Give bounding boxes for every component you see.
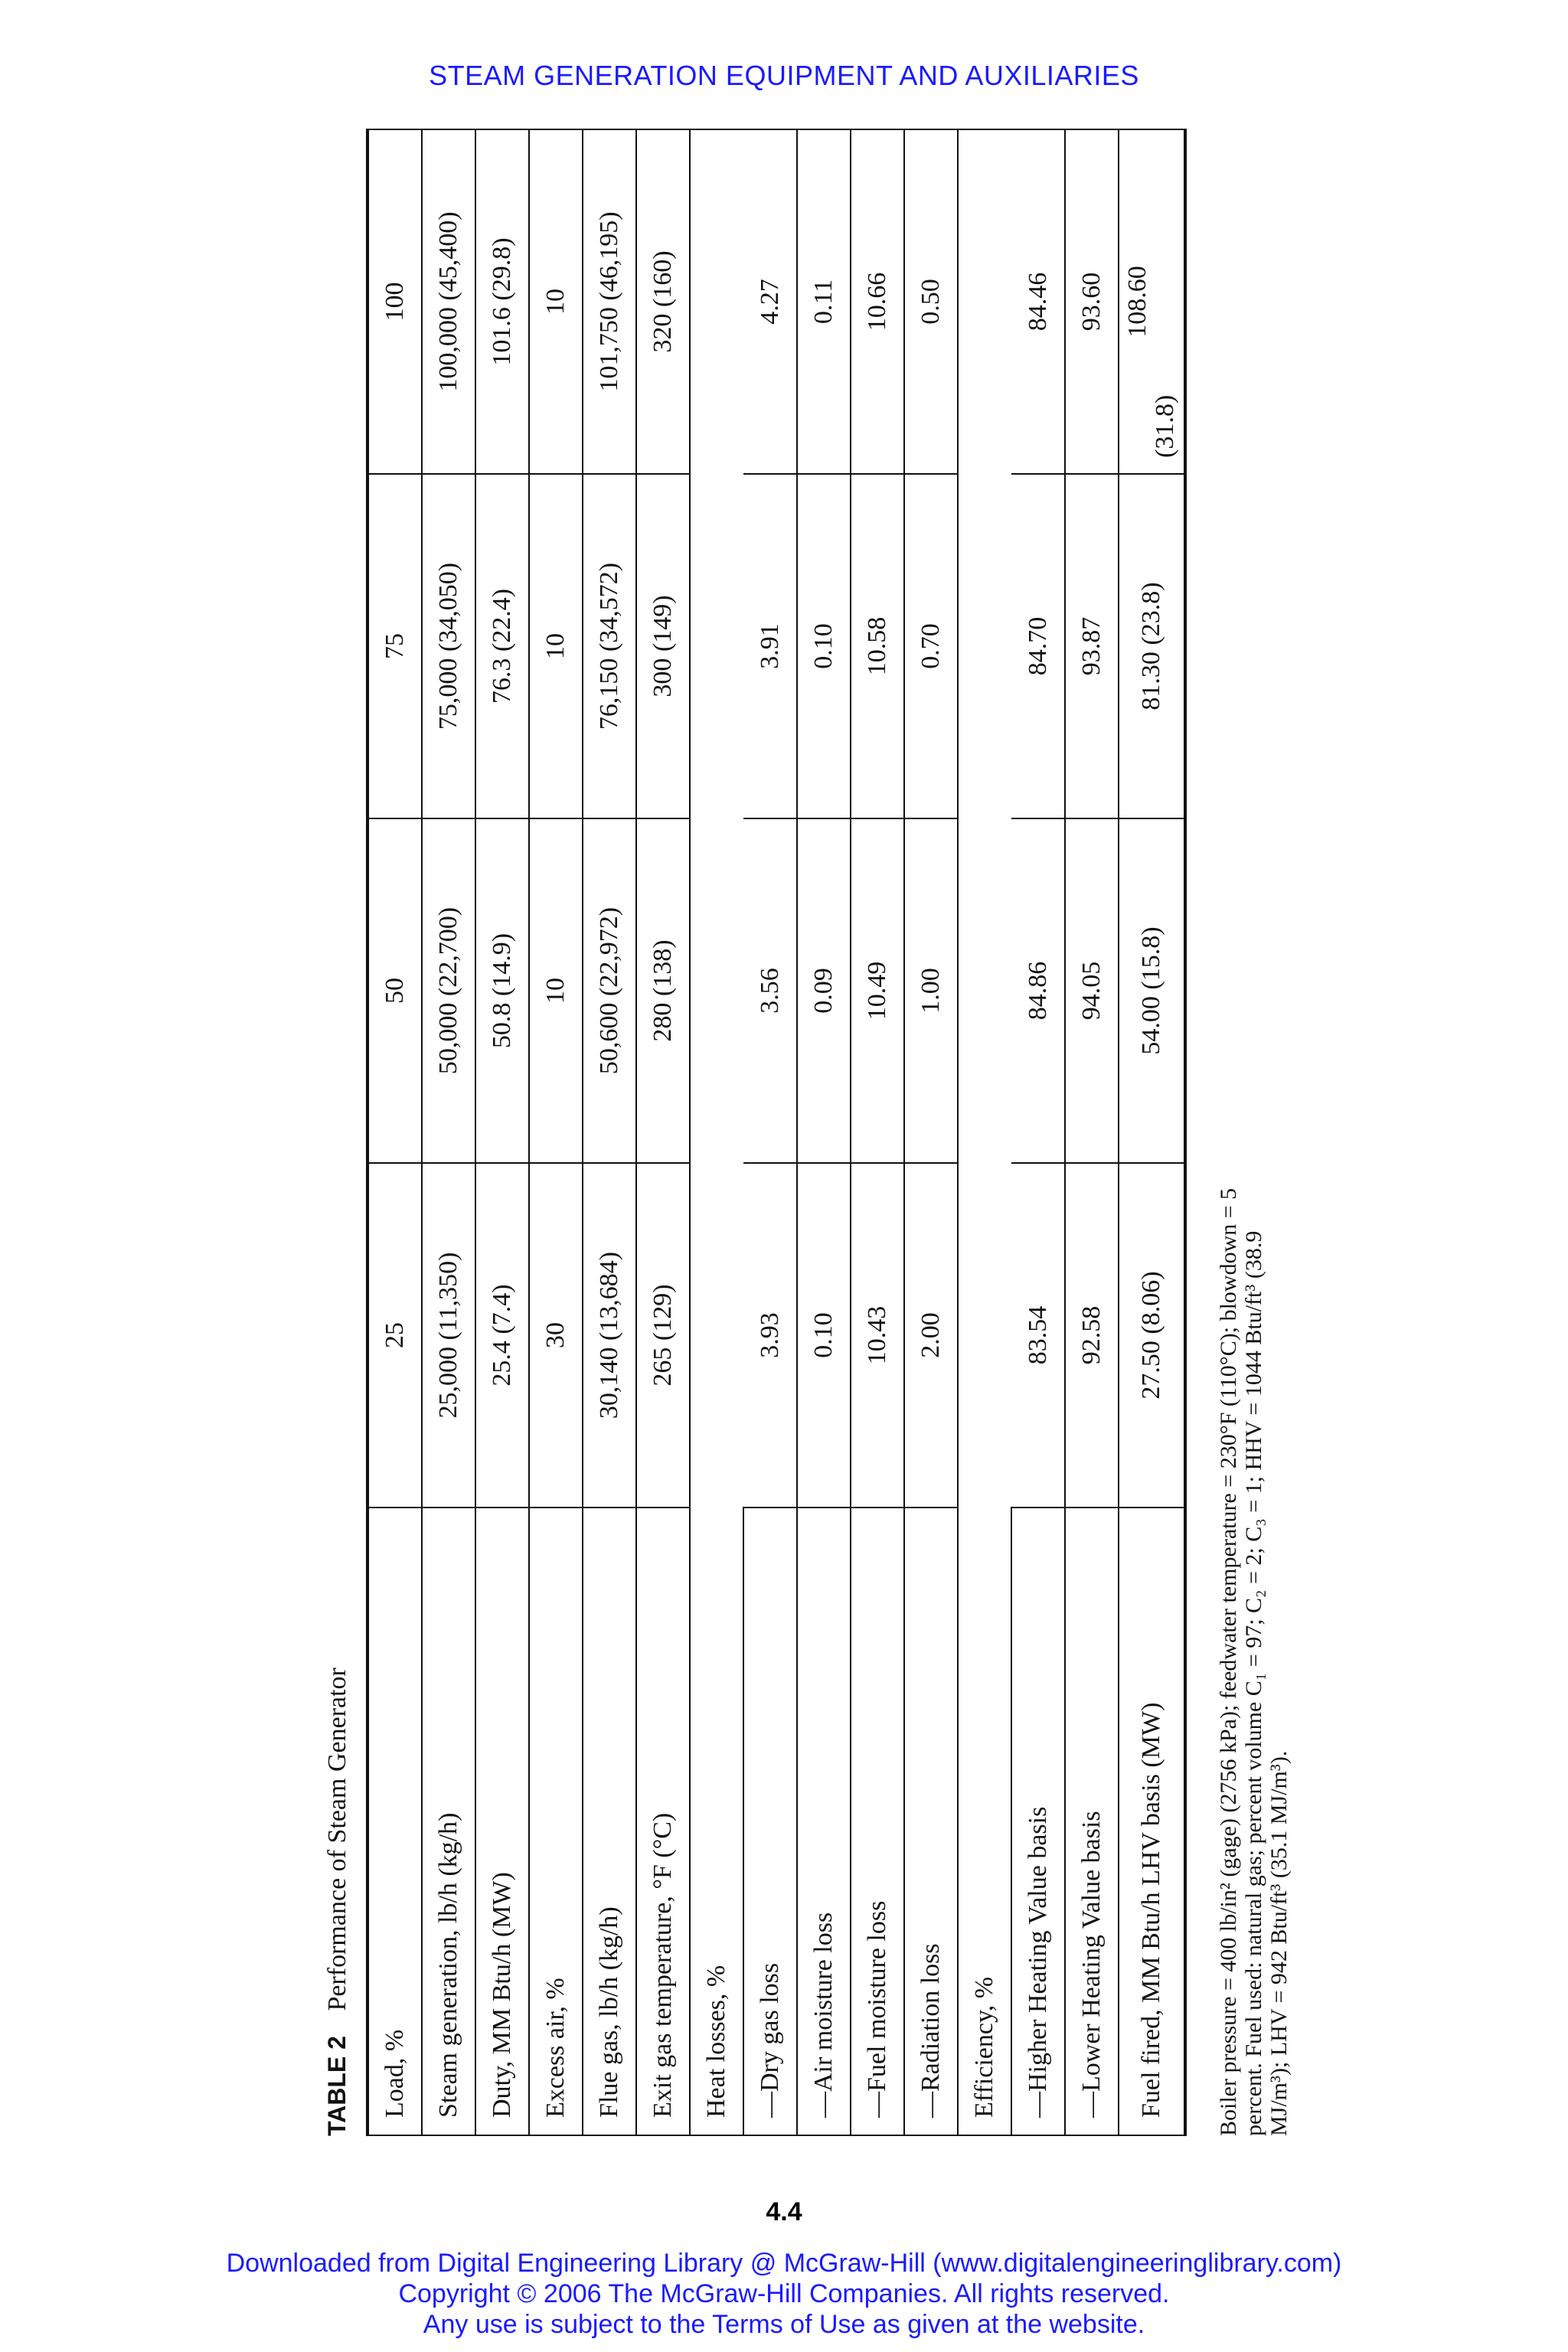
- cell-value: 0.11: [809, 279, 838, 325]
- cell-value: 108.60: [1123, 266, 1152, 338]
- cell-value: 320 (160): [648, 250, 677, 353]
- cell-value: 280 (138): [648, 939, 677, 1042]
- table-cell: [583, 474, 636, 818]
- row-label: Load, %: [368, 1508, 422, 2135]
- table-row: [583, 129, 636, 2135]
- row-label: Efficiency, %: [958, 1508, 1011, 2135]
- table-cell: [851, 1163, 904, 1508]
- cell-value: 10.43: [863, 1305, 891, 1365]
- table-cell: [636, 1163, 690, 1508]
- table-cell: [690, 474, 743, 818]
- cell-value: 27.50 (8.06): [1137, 1271, 1165, 1400]
- cell-value: 100,000 (45,400): [434, 211, 462, 392]
- table-cell: [958, 818, 1011, 1163]
- table-row: [958, 129, 1011, 2135]
- cell-value: 93.87: [1077, 616, 1106, 676]
- table-cell: [1065, 129, 1119, 474]
- table-row: [851, 129, 904, 2135]
- table-row: [904, 129, 958, 2135]
- cell-value: 84.46: [1023, 272, 1052, 332]
- cell-value: 10: [541, 978, 570, 1004]
- table-cell: [636, 818, 690, 1163]
- table-cell: [422, 129, 475, 474]
- table-row: [529, 129, 583, 2135]
- cell-value: 10: [541, 633, 570, 659]
- cell-value: 84.70: [1023, 616, 1052, 676]
- table-cell: [1011, 474, 1065, 818]
- table-cell: [529, 818, 583, 1163]
- cell-value: 76,150 (34,572): [595, 562, 623, 730]
- table-cell: [1065, 1163, 1119, 1508]
- table-cell: [690, 818, 743, 1163]
- cell-value: 50: [381, 978, 409, 1004]
- cell-value: 0.50: [916, 279, 945, 325]
- footer-line-1: Downloaded from Digital Engineering Library @ McGraw-Hill (www.digitalengineeringlibrary.com): [226, 2249, 1342, 2278]
- table-cell: [743, 1163, 797, 1508]
- cell-value: 10.58: [863, 616, 891, 676]
- table-cell: [1065, 474, 1119, 818]
- row-label: —Fuel moisture loss: [851, 1508, 904, 2135]
- cell-value: 30: [541, 1322, 570, 1348]
- table-cell: [904, 474, 958, 818]
- cell-value: 100: [381, 282, 409, 322]
- table-cell: [475, 1163, 529, 1508]
- cell-value: 50,000 (22,700): [434, 906, 462, 1075]
- table-cell: [851, 474, 904, 818]
- cell-value: 30,140 (13,684): [595, 1251, 623, 1419]
- cell-value: 84.86: [1023, 961, 1052, 1021]
- page-number: 4.4: [766, 2197, 802, 2226]
- table-cell: [422, 1163, 475, 1508]
- table-cell: [797, 818, 851, 1163]
- row-label: Fuel fired, MM Btu/h LHV basis (MW): [1119, 1508, 1185, 2135]
- cell-value: 0.10: [809, 1312, 838, 1358]
- table-label: TABLE 2: [323, 2036, 351, 2136]
- table-cell: [475, 129, 529, 474]
- table-cell: [368, 474, 422, 818]
- table-cell: [1119, 474, 1185, 818]
- cell-value: 92.58: [1077, 1305, 1106, 1365]
- cell-value: 2.00: [916, 1312, 945, 1358]
- table-cell: [904, 1163, 958, 1508]
- table-row: [797, 129, 851, 2135]
- cell-value: 75: [381, 633, 409, 659]
- table-cell: [583, 129, 636, 474]
- footer-line-2: Copyright © 2006 The McGraw-Hill Companies. All rights reserved.: [398, 2279, 1170, 2308]
- cell-value: 0.10: [809, 623, 838, 669]
- table-cell: [583, 818, 636, 1163]
- table-cell: [529, 129, 583, 474]
- row-label: —Lower Heating Value basis: [1065, 1508, 1119, 2135]
- table-cell: [1119, 129, 1185, 474]
- download-footer: [0, 2248, 1568, 2340]
- table-cell: [797, 129, 851, 474]
- table-row: [475, 129, 529, 2135]
- table-cell: [743, 129, 797, 474]
- cell-value: 75,000 (34,050): [434, 562, 462, 730]
- table-cell: [1011, 1163, 1065, 1508]
- cell-value: 10: [541, 289, 570, 315]
- cell-value: 4.27: [755, 279, 784, 325]
- cell-value: 76.3 (22.4): [488, 588, 516, 704]
- row-label: Flue gas, lb/h (kg/h): [583, 1508, 636, 2135]
- table-row: [1119, 129, 1185, 2135]
- cell-value: 25: [381, 1322, 409, 1348]
- table-cell: [1011, 129, 1065, 474]
- cell-value-continued: (31.8): [1151, 394, 1179, 458]
- footer-line-3: Any use is subject to the Terms of Use as given at the website.: [423, 2310, 1145, 2339]
- table-cell: [958, 129, 1011, 474]
- table-cell: [583, 1163, 636, 1508]
- table-cell: [529, 1163, 583, 1508]
- table-cell: [797, 1163, 851, 1508]
- table-cell: [1119, 818, 1185, 1163]
- row-label: Excess air, %: [529, 1508, 583, 2135]
- table-cell: [851, 129, 904, 474]
- cell-value: 83.54: [1023, 1305, 1052, 1365]
- cell-value: 10.66: [863, 272, 891, 332]
- table-cell: [1065, 818, 1119, 1163]
- table-cell: [368, 129, 422, 474]
- table-cell: [690, 1163, 743, 1508]
- table-row: [1011, 129, 1065, 2135]
- rotated-table-block: [314, 130, 1294, 2136]
- table-cell: [368, 818, 422, 1163]
- cell-value: 101,750 (46,195): [595, 211, 623, 392]
- cell-value: 81.30 (23.8): [1137, 582, 1165, 710]
- table-row: [422, 129, 475, 2135]
- cell-value: 101.6 (29.8): [488, 237, 516, 366]
- cell-value: 94.05: [1077, 961, 1106, 1021]
- cell-value: 25.4 (7.4): [488, 1284, 516, 1387]
- cell-value: 0.70: [916, 623, 945, 669]
- table-cell: [958, 1163, 1011, 1508]
- table-cell: [1011, 818, 1065, 1163]
- row-label: —Air moisture loss: [797, 1508, 851, 2135]
- table-cell: [422, 818, 475, 1163]
- cell-value: 3.93: [755, 1312, 784, 1358]
- cell-value: 3.56: [755, 968, 784, 1014]
- table-footnote: Boiler pressure = 400 lb/in² (gage) (2756 kPa); feedwater temperature = 230°F (110°C); blowdown = 5 percent. Fuel used: natural gas; percent volume C₁ = 97; C₂ = 2; C₃ = 1; HHV = 1044 Btu/ft³ (38.9 MJ/m³); LHV = 942 Btu/ft³ (35.1 MJ/m³).: [1216, 1187, 1292, 2136]
- table-cell: [475, 474, 529, 818]
- row-label: —Radiation loss: [904, 1508, 958, 2135]
- row-label: Exit gas temperature, °F (°C): [636, 1508, 690, 2135]
- table-cell: [422, 474, 475, 818]
- table-cell: [636, 129, 690, 474]
- table-title: Performance of Steam Generator: [323, 1668, 351, 2011]
- cell-value: 50,600 (22,972): [595, 906, 623, 1075]
- cell-value: 54.00 (15.8): [1137, 926, 1165, 1055]
- cell-value: 93.60: [1077, 272, 1106, 332]
- table-cell: [1119, 1163, 1185, 1508]
- table-row: [743, 129, 797, 2135]
- table-cell: [368, 1163, 422, 1508]
- table-row: [636, 129, 690, 2135]
- cell-value: 1.00: [916, 968, 945, 1014]
- table-cell: [690, 129, 743, 474]
- table-cell: [904, 129, 958, 474]
- row-label: —Higher Heating Value basis: [1011, 1508, 1065, 2135]
- table-row: [368, 129, 422, 2135]
- running-header: STEAM GENERATION EQUIPMENT AND AUXILIARIES: [429, 60, 1139, 91]
- table-row: [690, 129, 743, 2135]
- table-cell: [529, 474, 583, 818]
- cell-value: 0.09: [809, 968, 838, 1014]
- cell-value: 3.91: [755, 623, 784, 669]
- table-cell: [797, 474, 851, 818]
- row-label: Duty, MM Btu/h (MW): [475, 1508, 529, 2135]
- table-cell: [851, 818, 904, 1163]
- row-label: Heat losses, %: [690, 1508, 743, 2135]
- table-caption: [314, 1668, 360, 2136]
- performance-table: [366, 130, 1187, 2136]
- row-label: —Dry gas loss: [743, 1508, 797, 2135]
- table-row: [1065, 129, 1119, 2135]
- table-cell: [743, 818, 797, 1163]
- cell-value: 300 (149): [648, 595, 677, 697]
- table-cell: [958, 474, 1011, 818]
- table-cell: [636, 474, 690, 818]
- cell-value: 265 (129): [648, 1284, 677, 1387]
- cell-value: 10.49: [863, 961, 891, 1021]
- cell-value: 50.8 (14.9): [488, 933, 516, 1049]
- table-cell: [475, 818, 529, 1163]
- cell-value: 25,000 (11,350): [434, 1252, 462, 1419]
- row-label: Steam generation, lb/h (kg/h): [422, 1508, 475, 2135]
- table-cell: [904, 818, 958, 1163]
- table-cell: [743, 474, 797, 818]
